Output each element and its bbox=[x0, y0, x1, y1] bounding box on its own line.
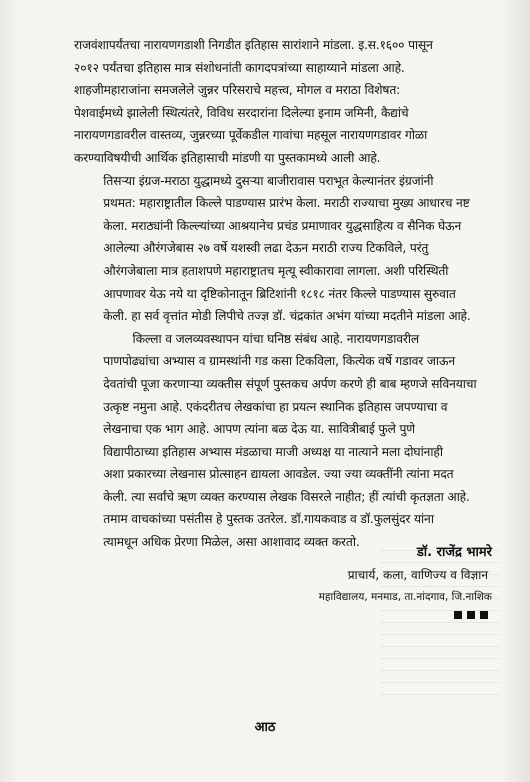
text-line: शाहजीमहाराजांना समजलेले जुन्नर परिसराचे महत्त्व, मोगल व मराठा विशेषत: bbox=[74, 83, 401, 98]
paragraph-3 bbox=[74, 328, 494, 554]
page-number: आठ bbox=[254, 720, 276, 735]
paragraph-1 bbox=[74, 34, 494, 170]
ornament-square bbox=[454, 611, 462, 619]
text-line: तमाम वाचकांच्या पसंतीस हे पुस्तक उतरेल. डॉ.गायकवाड व डॉ.फुलसुंदर यांना bbox=[103, 512, 434, 527]
text-line: किल्ला व जलव्यवस्थापन यांचा घनिष्ठ संबंध आहे. नारायणगडावरील bbox=[132, 331, 420, 346]
text-line: केला. मराठ्यांनी किल्ल्यांच्या आश्रयानेच प्रचंड प्रमाणावर युद्धसाहित्य व सैनिक घेऊन bbox=[103, 218, 462, 233]
text-line: २०१२ पर्यंतचा इतिहास मात्र संशोधनांती कागदपत्रांच्या साहाय्याने मांडला आहे. bbox=[74, 60, 405, 75]
text-line: विद्यापीठाच्या इतिहास अभ्यास मंडळाचा माजी अध्यक्ष या नात्याने मला दोघांनाही bbox=[103, 444, 443, 459]
body-text bbox=[74, 34, 494, 554]
text-line: आपणावर येऊ नये या दृष्टिकोनातून ब्रिटिशांनी १८१८ नंतर किल्ले पाडण्यास सुरुवात bbox=[103, 286, 456, 301]
text-line: प्रथमत: महाराष्ट्रातील किल्ले पाडण्यास प्रारंभ केला. मराठी राज्याचा मुख्य आधारच नष्ट bbox=[103, 196, 470, 211]
text-line: राजवंशापर्यंतचा नारायणगडाशी निगडीत इतिहास सारांशाने मांडला. इ.स.१६०० पासून bbox=[74, 38, 433, 52]
text-line: पेशवाईमध्ये झालेली स्थित्यंतरे, विविध सरदारांना दिलेल्या इनाम जमिनी, कैद्यांचे bbox=[74, 105, 409, 120]
text-line: केली. त्या सर्वांचे ऋण व्यक्त करण्यास लेखक विसरले नाहीत; हीं त्यांची कृतज्ञता आहे. bbox=[103, 489, 470, 504]
text-line: त्यामधून अधिक प्रेरणा मिळेल, असा आशावाद व्यक्त करतो. bbox=[103, 535, 360, 550]
ornament-square bbox=[480, 611, 488, 619]
signatory-institution: महाविद्यालय, मनमाड, ता.नांदगाव, जि.नाशिक bbox=[318, 591, 492, 603]
ornament-square bbox=[467, 611, 475, 619]
signatory-name: डॉ. राजेंद्र भामरे bbox=[416, 545, 492, 560]
text-line: करण्याविषयीची आर्थिक इतिहासाची मांडणी या पुस्तकामध्ये आली आहे. bbox=[74, 150, 381, 165]
signature-block bbox=[319, 542, 492, 608]
text-line: अशा प्रकारच्या लेखनास प्रोत्साहन द्यायला आवडेल. ज्या ज्या व्यक्तींनी त्यांना मदत bbox=[103, 467, 454, 482]
text-line: नारायणगडावरील वास्तव्य, जुन्नरच्या पूर्वेकडील गावांचा महसूल नारायणगडावर गोळा bbox=[74, 128, 428, 143]
text-line: केली. हा सर्व वृत्तांत मोडी लिपीचे तज्ज्ञ डॉ. चंद्रकांत अभंग यांच्या मदतीने मांडला आहे. bbox=[103, 309, 471, 324]
text-line: देवतांची पूजा करणाऱ्या व्यक्तीस संपूर्ण पुस्तकच अर्पण करणे ही बाब म्हणजे सविनयाचा bbox=[103, 376, 477, 391]
section-end-ornament bbox=[454, 611, 488, 619]
paragraph-2 bbox=[74, 170, 494, 328]
text-line: तिसऱ्या इंग्रज-मराठा युद्धामध्ये दुसऱ्या बाजीरावास पराभूत केल्यानंतर इंग्रजांनी bbox=[103, 173, 434, 188]
text-line: औरंगजेबाला मात्र हताशपणे महाराष्ट्रातच मृत्यू स्वीकारावा लागला. अशी परिस्थिती bbox=[103, 263, 449, 278]
text-line: उत्कृष्ट नमुना आहे. एकंदरीतच लेखकांचा हा प्रयत्न स्थानिक इतिहास जपण्याचा व bbox=[103, 399, 448, 414]
text-line: आलेल्या औरंगजेबास २७ वर्षे यशस्वी लढा देऊन मराठी राज्य टिकविले, परंतु bbox=[103, 241, 429, 256]
text-line: पाणपोढ्यांचा अभ्यास व ग्रामस्थांनी गड कसा टिकविला, कित्येक वर्षे गडावर जाऊन bbox=[103, 354, 455, 369]
text-line: लेखनाचा एक भाग आहे. आपण त्यांना बळ देऊ या. सावित्रीबाई फुले पुणे bbox=[103, 422, 415, 437]
signatory-designation: प्राचार्य, कला, वाणिज्य व विज्ञान bbox=[347, 568, 488, 582]
